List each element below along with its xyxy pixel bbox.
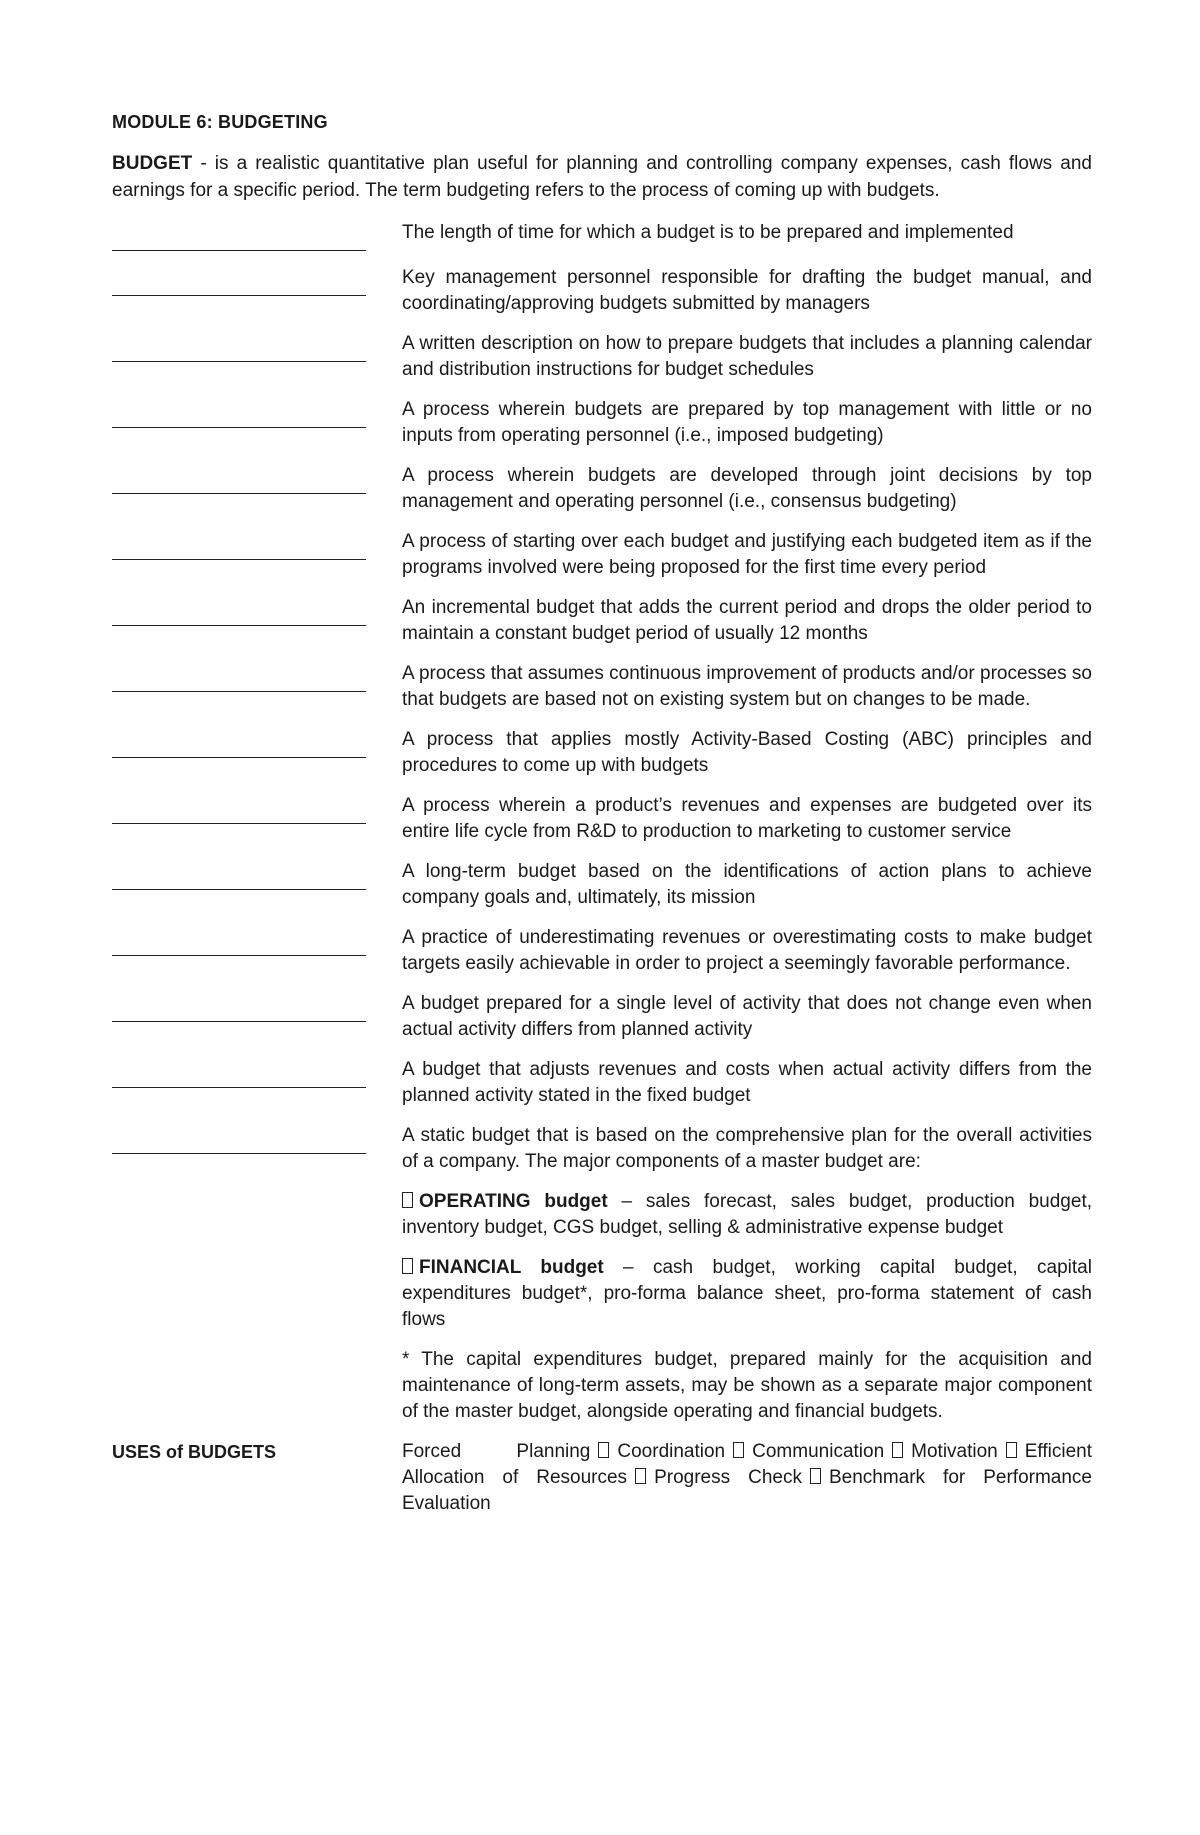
- financial-budget-item: [402, 1255, 1092, 1333]
- answer-blank[interactable]: [112, 925, 366, 956]
- box-separator-icon: [1006, 1442, 1017, 1458]
- operating-budget-item: [402, 1189, 1092, 1241]
- definition-item: [112, 793, 1092, 845]
- definition-text: A process wherein budgets are developed through joint decisions by top management and operating personnel (i.e., consensus budgeting): [402, 465, 1092, 512]
- operating-label: OPERATING budget: [419, 1191, 608, 1212]
- answer-blank[interactable]: [112, 463, 366, 494]
- box-separator-icon: [635, 1468, 646, 1484]
- definition-text: A practice of underestimating revenues or overestimating costs to make budget targets easily achievable in order to project a seemingly favorable performance.: [402, 927, 1092, 974]
- answer-blank[interactable]: [112, 793, 366, 824]
- definition-item: [112, 661, 1092, 713]
- answer-blank[interactable]: [112, 661, 366, 692]
- definition-item: [112, 529, 1092, 581]
- uses-list: [402, 1439, 1092, 1517]
- definition-text: A process wherein budgets are prepared by top management with little or no inputs from operating personnel (i.e., imposed budgeting): [402, 399, 1092, 446]
- definition-text: Key management personnel responsible for drafting the budget manual, and coordinating/approving budgets submitted by managers: [402, 267, 1092, 314]
- definition-item: [112, 220, 1092, 251]
- capital-footnote: * The capital expenditures budget, prepared mainly for the acquisition and maintenance of long-term assets, may be shown as a separate major component of the master budget, alongside operating and financial budgets.: [402, 1349, 1092, 1422]
- definition-text: A written description on how to prepare budgets that includes a planning calendar and distribution instructions for budget schedules: [402, 333, 1092, 380]
- definition-item: [112, 925, 1092, 977]
- checkbox-icon: [402, 1192, 413, 1208]
- definition-item: [112, 991, 1092, 1043]
- uses-section: [112, 1439, 1092, 1517]
- answer-blank[interactable]: [112, 397, 366, 428]
- box-separator-icon: [733, 1442, 744, 1458]
- definition-item: [112, 331, 1092, 383]
- box-separator-icon: [810, 1468, 821, 1484]
- operating-text: – sales forecast, sales budget, production budget, inventory budget, CGS budget, selling & administrative expense budget: [402, 1191, 1092, 1238]
- definition-item: [112, 463, 1092, 515]
- intro-term: BUDGET: [112, 153, 193, 174]
- checkbox-icon: [402, 1258, 413, 1274]
- use-item: Efficient Allocation of Resources: [402, 1441, 1092, 1488]
- use-item: Motivation: [911, 1441, 998, 1462]
- intro-text: - is a realistic quantitative plan useful for planning and controlling company expenses, cash flows and earnings for a specific period. The term budgeting refers to the process of coming up with budgets.: [112, 153, 1092, 201]
- answer-blank[interactable]: [112, 331, 366, 362]
- definition-item: [112, 265, 1092, 317]
- use-item: Communication: [752, 1441, 885, 1462]
- financial-label: FINANCIAL budget: [419, 1257, 604, 1278]
- answer-blank[interactable]: [112, 991, 366, 1022]
- answer-blank[interactable]: [112, 220, 366, 251]
- module-title: MODULE 6: BUDGETING: [112, 112, 328, 132]
- definition-text: A process that assumes continuous improvement of products and/or processes so that budgets are based not on existing system but on changes to be made.: [402, 663, 1092, 710]
- definition-item: [112, 727, 1092, 779]
- budget-intro: [112, 150, 1092, 204]
- definition-item: [112, 397, 1092, 449]
- definition-text: A process that applies mostly Activity-Based Costing (ABC) principles and procedures to come up with budgets: [402, 729, 1092, 776]
- uses-label: USES of BUDGETS: [112, 1442, 277, 1462]
- definition-list: [112, 220, 1092, 1517]
- definition-text: A long-term budget based on the identifications of action plans to achieve company goals and, ultimately, its mission: [402, 861, 1092, 908]
- definition-text: The length of time for which a budget is to be prepared and implemented: [402, 222, 1014, 243]
- answer-blank[interactable]: [112, 1123, 366, 1154]
- definition-item: [112, 595, 1092, 647]
- definition-text: A budget prepared for a single level of activity that does not change even when actual activity differs from planned activity: [402, 993, 1092, 1040]
- answer-blank[interactable]: [112, 727, 366, 758]
- box-separator-icon: [892, 1442, 903, 1458]
- answer-blank[interactable]: [112, 265, 366, 296]
- box-separator-icon: [598, 1442, 609, 1458]
- answer-blank[interactable]: [112, 1057, 366, 1088]
- answer-blank[interactable]: [112, 595, 366, 626]
- answer-blank[interactable]: [112, 529, 366, 560]
- use-item: Progress Check: [654, 1467, 802, 1488]
- financial-text: – cash budget, working capital budget, capital expenditures budget*, pro-forma balance sheet, pro-forma statement of cash flows: [402, 1257, 1092, 1330]
- answer-blank[interactable]: [112, 859, 366, 890]
- definition-text: A static budget that is based on the comprehensive plan for the overall activities of a company. The major components of a master budget are:: [402, 1125, 1092, 1172]
- definition-item: [112, 1057, 1092, 1109]
- definition-text: A budget that adjusts revenues and costs when actual activity differs from the planned activity stated in the fixed budget: [402, 1059, 1092, 1106]
- definition-text: A process of starting over each budget and justifying each budgeted item as if the programs involved were being proposed for the first time every period: [402, 531, 1092, 578]
- use-item: Forced Planning: [402, 1441, 591, 1462]
- definition-item: [112, 859, 1092, 911]
- definition-text: An incremental budget that adds the current period and drops the older period to maintain a constant budget period of usually 12 months: [402, 597, 1092, 644]
- use-item: Coordination: [617, 1441, 726, 1462]
- use-item: Benchmark for Performance Evaluation: [402, 1467, 1092, 1514]
- definition-text: A process wherein a product’s revenues and expenses are budgeted over its entire life cycle from R&D to production to marketing to customer service: [402, 795, 1092, 842]
- definition-item: [112, 1123, 1092, 1175]
